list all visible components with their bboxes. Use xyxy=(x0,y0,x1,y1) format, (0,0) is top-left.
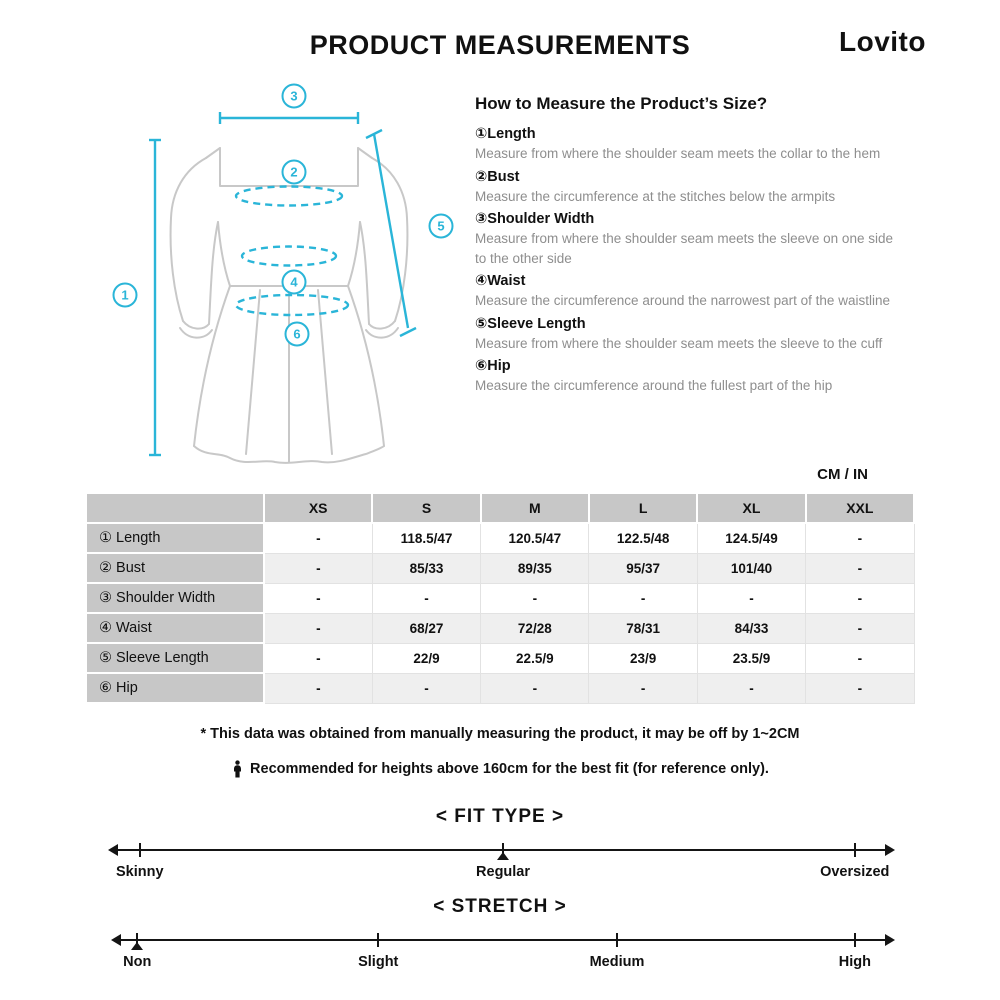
measure-item-shoulder-width xyxy=(475,209,895,268)
measure-item-label: ⑤Sleeve Length xyxy=(475,315,586,332)
table-row-label: ⑤ Sleeve Length xyxy=(86,643,264,673)
table-cell: - xyxy=(806,643,914,673)
table-cell: - xyxy=(697,583,805,613)
stretch-title: < STRETCH > xyxy=(433,896,567,917)
unit-label: CM / IN xyxy=(817,466,868,483)
table-cell: 118.5/47 xyxy=(372,523,480,553)
table-cell: - xyxy=(372,673,480,703)
table-cell: - xyxy=(806,583,914,613)
table-row-label: ⑥ Hip xyxy=(86,673,264,703)
marker-number-shoulder: 3 xyxy=(290,88,298,104)
measure-item-bust xyxy=(475,167,895,207)
measure-item-desc: Measure from where the shoulder seam meets the collar to the hem xyxy=(475,146,881,161)
table-row-label: ① Length xyxy=(86,523,264,553)
brand-logo: Lovito xyxy=(839,26,926,57)
measure-item-desc: Measure the circumference at the stitches below the armpits xyxy=(475,188,836,204)
table-cell: 95/37 xyxy=(589,553,697,583)
table-cell: 124.5/49 xyxy=(697,523,805,553)
scale-line xyxy=(118,939,888,941)
left-arrow-icon xyxy=(111,934,121,946)
table-row xyxy=(86,553,914,583)
measurement-note: * This data was obtained from manually measuring the product, it may be off by 1~2CM xyxy=(200,726,800,742)
measure-item-desc: Measure the circumference around the fullest part of the hip xyxy=(475,378,833,393)
marker-number-sleeve: 5 xyxy=(437,218,445,234)
height-note-row xyxy=(0,760,1000,778)
measure-item-label: ③Shoulder Width xyxy=(475,211,595,227)
tick-slight xyxy=(377,933,379,947)
measure-item-desc: Measure the circumference around the narrowest part of the waistline xyxy=(475,293,890,308)
stretch-scale xyxy=(118,930,888,980)
dress-diagram xyxy=(70,80,470,475)
table-header-cell: M xyxy=(481,493,589,523)
table-cell: - xyxy=(264,553,372,583)
table-cell: - xyxy=(264,673,372,703)
scale-label-high: High xyxy=(838,954,871,970)
table-header-row xyxy=(86,493,914,523)
measure-item-desc: Measure from where the shoulder seam meets the sleeve on one side to the other side xyxy=(475,231,893,266)
table-cell: 101/40 xyxy=(697,553,805,583)
tick-oversized xyxy=(854,843,856,857)
right-arrow-icon xyxy=(885,934,895,946)
page-title: PRODUCT MEASUREMENTS xyxy=(309,30,691,60)
table-cell: - xyxy=(264,643,372,673)
table-cell: - xyxy=(589,673,697,703)
table-cell: - xyxy=(697,673,805,703)
left-arrow-icon xyxy=(108,844,118,856)
scale-label-slight: Slight xyxy=(358,954,399,970)
scale-label-medium: Medium xyxy=(589,954,645,970)
measure-item-waist xyxy=(475,271,895,311)
table-cell: - xyxy=(264,613,372,643)
measure-item-length xyxy=(475,124,895,164)
table-cell: 22/9 xyxy=(372,643,480,673)
table-cell: - xyxy=(481,583,589,613)
table-header-cell: S xyxy=(372,493,480,523)
table-cell: - xyxy=(589,583,697,613)
table-cell: - xyxy=(806,553,914,583)
table-cell: 85/33 xyxy=(372,553,480,583)
table-row xyxy=(86,673,914,703)
scale-label-oversized: Oversized xyxy=(820,864,890,880)
right-arrow-icon xyxy=(885,844,895,856)
table-cell: - xyxy=(264,523,372,553)
table-row xyxy=(86,613,914,643)
table-header-cell xyxy=(86,493,264,523)
table-cell: 122.5/48 xyxy=(589,523,697,553)
scale-label-skinny: Skinny xyxy=(115,864,164,880)
table-header-cell: XXL xyxy=(806,493,914,523)
measure-item-sleeve-length xyxy=(475,314,895,354)
table-header-cell: XS xyxy=(264,493,372,523)
table-cell: 72/28 xyxy=(481,613,589,643)
person-icon xyxy=(231,760,244,778)
fit-type-title: < FIT TYPE > xyxy=(435,806,565,827)
height-note: Recommended for heights above 160cm for the best fit (for reference only). xyxy=(250,761,769,777)
measure-guide-title: How to Measure the Product’s Size? xyxy=(475,94,768,113)
measure-guide xyxy=(475,94,895,399)
table-cell: 78/31 xyxy=(589,613,697,643)
marker-number-bust: 2 xyxy=(290,164,298,180)
tick-skinny xyxy=(139,843,141,857)
table-cell: 84/33 xyxy=(697,613,805,643)
tick-medium xyxy=(616,933,618,947)
marker-number-waist: 4 xyxy=(290,274,298,290)
table-row-label: ④ Waist xyxy=(86,613,264,643)
table-cell: - xyxy=(372,583,480,613)
size-table xyxy=(85,492,915,704)
table-row xyxy=(86,643,914,673)
measure-item-label: ④Waist xyxy=(475,273,526,289)
table-cell: - xyxy=(264,583,372,613)
table-cell: 22.5/9 xyxy=(481,643,589,673)
table-cell: - xyxy=(806,673,914,703)
table-cell: 89/35 xyxy=(481,553,589,583)
measure-item-hip xyxy=(475,356,895,396)
table-row-label: ③ Shoulder Width xyxy=(86,583,264,613)
table-cell: - xyxy=(806,613,914,643)
table-cell: 23/9 xyxy=(589,643,697,673)
fit-type-selection-marker xyxy=(497,852,509,860)
measure-item-label: ①Length xyxy=(475,126,536,142)
table-cell: 23.5/9 xyxy=(697,643,805,673)
table-row-label: ② Bust xyxy=(86,553,264,583)
measure-item-desc: Measure from where the shoulder seam meets the sleeve to the cuff xyxy=(475,335,883,351)
fit-type-scale xyxy=(115,840,888,890)
stretch-selection-marker xyxy=(131,942,143,950)
dress-outline xyxy=(171,148,408,463)
table-cell: - xyxy=(481,673,589,703)
measurement-markers xyxy=(114,85,453,346)
table-cell: - xyxy=(806,523,914,553)
scale-label-regular: Regular xyxy=(476,864,531,880)
tick-high xyxy=(854,933,856,947)
measure-item-label: ⑥Hip xyxy=(475,358,511,374)
table-row xyxy=(86,523,914,553)
marker-number-hip: 6 xyxy=(293,326,301,342)
measure-item-label: ②Bust xyxy=(475,168,520,185)
table-header-cell: XL xyxy=(697,493,805,523)
table-cell: 68/27 xyxy=(372,613,480,643)
table-cell: 120.5/47 xyxy=(481,523,589,553)
table-header-cell: L xyxy=(589,493,697,523)
marker-number-length: 1 xyxy=(121,287,129,303)
scale-label-non: Non xyxy=(123,954,152,970)
table-row xyxy=(86,583,914,613)
